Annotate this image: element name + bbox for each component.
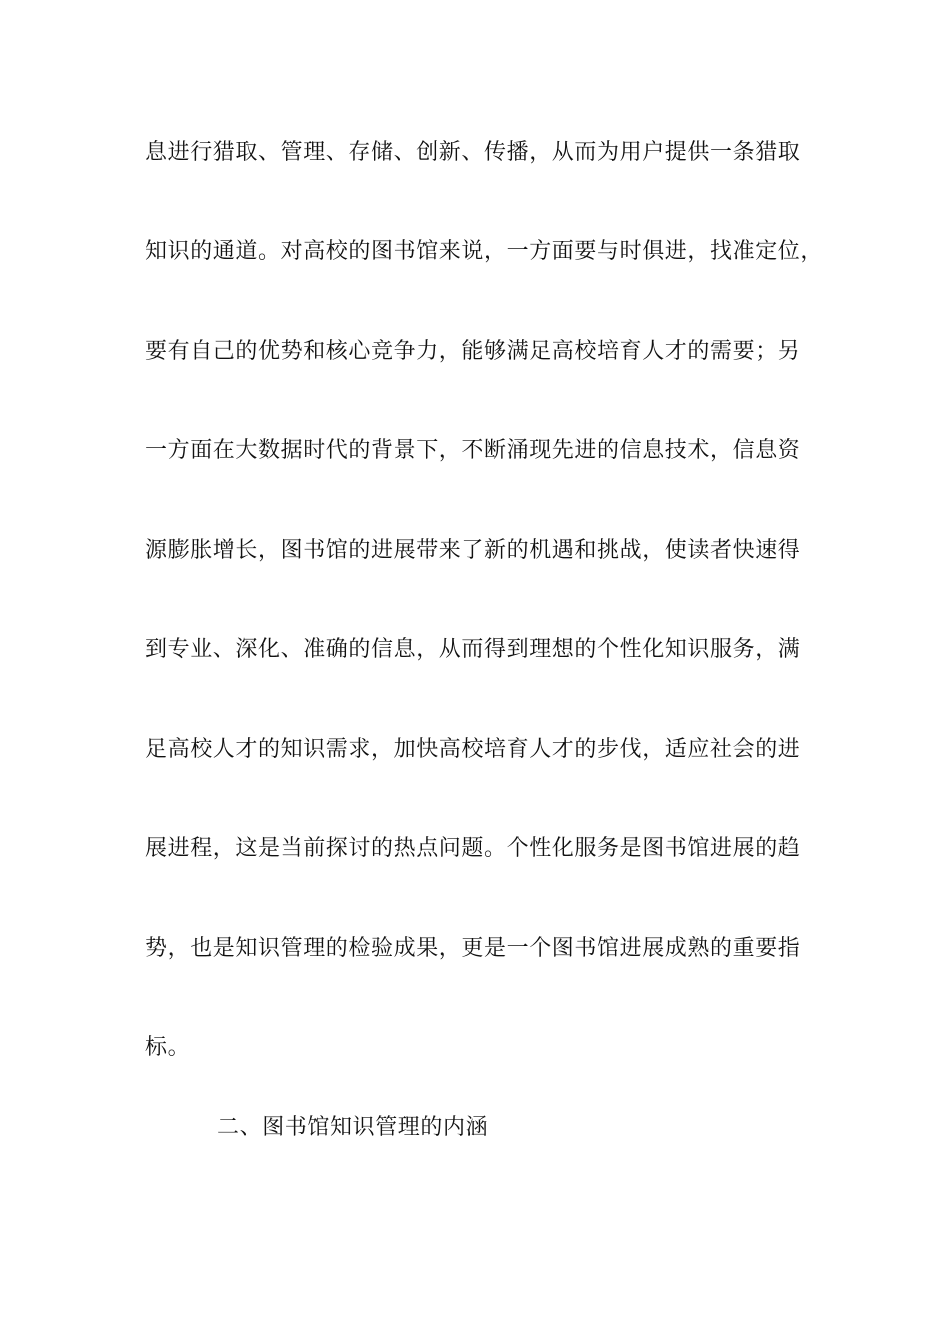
paragraph-line: 一方面在大数据时代的背景下，不断涌现先进的信息技术，信息资	[145, 438, 801, 463]
paragraph-line: 要有自己的优势和核心竞争力，能够满足高校培育人才的需要；另	[145, 339, 801, 364]
paragraph-line: 息进行猎取、管理、存储、创新、传播，从而为用户提供一条猎取	[145, 140, 801, 165]
paragraph-line: 势，也是知识管理的检验成果，更是一个图书馆进展成熟的重要指	[145, 936, 801, 961]
paragraph-line: 标。	[145, 1035, 191, 1060]
section-heading: 二、图书馆知识管理的内涵	[217, 1115, 489, 1140]
paragraph-line: 源膨胀增长，图书馆的进展带来了新的机遇和挑战，使读者快速得	[145, 538, 801, 563]
paragraph-line: 展进程，这是当前探讨的热点问题。个性化服务是图书馆进展的趋	[145, 836, 801, 861]
paragraph-line: 到专业、深化、准确的信息，从而得到理想的个性化知识服务，满	[145, 637, 801, 662]
paragraph-line: 知识的通道。对高校的图书馆来说，一方面要与时俱进，找准定位，	[145, 239, 824, 264]
paragraph-line: 足高校人才的知识需求，加快高校培育人才的步伐，适应社会的进	[145, 737, 801, 762]
